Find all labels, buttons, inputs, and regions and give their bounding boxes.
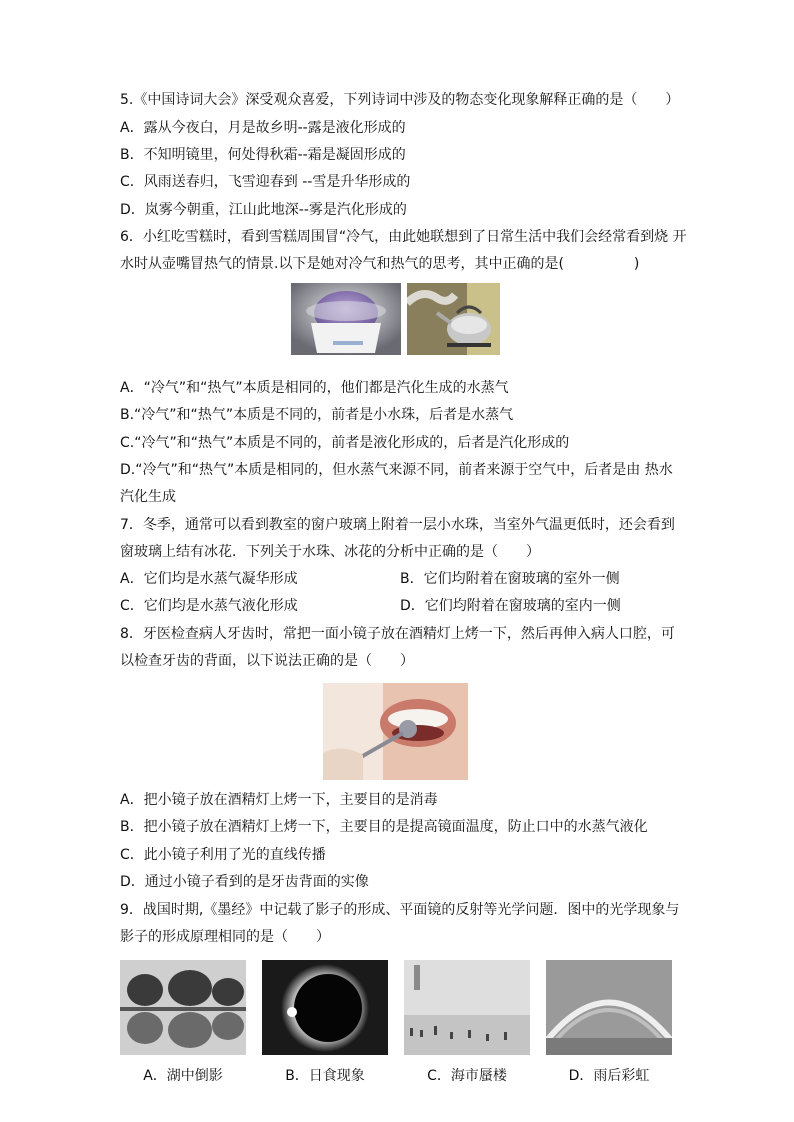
- q8-option-d: D．通过小镜子看到的是牙齿背面的实像: [120, 874, 369, 890]
- q7-option-b: B．它们均附着在窗玻璃的室外一侧: [400, 571, 620, 587]
- dental-mirror-photo: [323, 683, 468, 780]
- q7-option-c: C．它们均是水蒸气液化形成: [120, 598, 298, 614]
- q5-stem: 5.《中国诗词大会》深受观众喜爱，下列诗词中涉及的物态变化现象解释正确的是（ ）: [120, 92, 680, 108]
- q9-stem-line1: 9．战国时期,《墨经》中记载了影子的形成、平面镜的反射等光学问题．图中的光学现象与: [120, 902, 680, 918]
- q8-stem-line2: 以检查牙齿的背面，以下说法正确的是（ ）: [120, 653, 414, 669]
- caption-a: A．湖中倒影: [143, 1068, 223, 1084]
- q8-option-a: A．把小镜子放在酒精灯上烤一下，主要目的是消毒: [120, 792, 438, 808]
- q6-stem-line2: 水时从壶嘴冒热气的情景.以下是她对冷气和热气的思考，其中正确的是( ): [120, 256, 640, 272]
- q7-option-a: A．它们均是水蒸气凝华形成: [120, 571, 298, 587]
- q9-stem-line2: 影子的形成原理相同的是（ ）: [120, 929, 330, 945]
- q5-option-d: D．岚雾今朝重，江山此地深--雾是汽化形成的: [120, 202, 407, 218]
- q7-stem-line2: 窗玻璃上结有冰花．下列关于水珠、冰花的分析中正确的是（ ）: [120, 544, 540, 560]
- q6-option-c: C.“冷气”和“热气”本质是不同的，前者是液化形成的，后者是汽化形成的: [120, 435, 570, 451]
- q6-stem-line1: 6．小红吃雪糕时，看到雪糕周围冒“冷气，由此她联想到了日常生活中我们会经常看到烧 开: [120, 229, 687, 245]
- ice-cream-photo: [291, 283, 401, 355]
- q8-stem-line1: 8．牙医检查病人牙齿时，常把一面小镜子放在酒精灯上烤一下，然后再伸入病人口腔，可: [120, 626, 675, 642]
- q6-option-a: A．“冷气”和“热气”本质是相同的，他们都是汽化生成的水蒸气: [120, 380, 509, 396]
- caption-c: C．海市蜃楼: [427, 1068, 507, 1084]
- mirage-photo: [404, 960, 530, 1055]
- q7-option-d: D．它们均附着在窗玻璃的室内一侧: [400, 598, 621, 614]
- q6-option-d: D.“冷气”和“热气”本质是相同的，但水蒸气来源不同，前者来源于空气中，后者是由 热水: [120, 462, 673, 478]
- q5-option-b: B．不知明镜里，何处得秋霜--霜是凝固形成的: [120, 147, 406, 163]
- q8-option-c: C．此小镜子利用了光的直线传播: [120, 847, 326, 863]
- q5-option-a: A．露从今夜白，月是故乡明--露是液化形成的: [120, 120, 406, 136]
- q8-option-b: B．把小镜子放在酒精灯上烤一下，主要目的是提高镜面温度，防止口中的水蒸气液化: [120, 819, 648, 835]
- lake-reflection-photo: [120, 960, 246, 1055]
- q7-stem-line1: 7．冬季，通常可以看到教室的窗户玻璃上附着一层小水珠，当室外气温更低时，还会看到: [120, 517, 675, 533]
- q6-option-d-cont: 汽化生成: [120, 489, 176, 505]
- kettle-photo: [407, 283, 500, 355]
- rainbow-photo: [546, 960, 672, 1055]
- q5-option-c: C．风雨送春归，飞雪迎春到 --雪是升华形成的: [120, 174, 411, 190]
- caption-d: D．雨后彩虹: [568, 1068, 650, 1084]
- caption-b: B．日食现象: [285, 1068, 365, 1084]
- q6-option-b: B.“冷气”和“热气”本质是不同的，前者是小水珠，后者是水蒸气: [120, 407, 514, 423]
- solar-eclipse-photo: [262, 960, 388, 1055]
